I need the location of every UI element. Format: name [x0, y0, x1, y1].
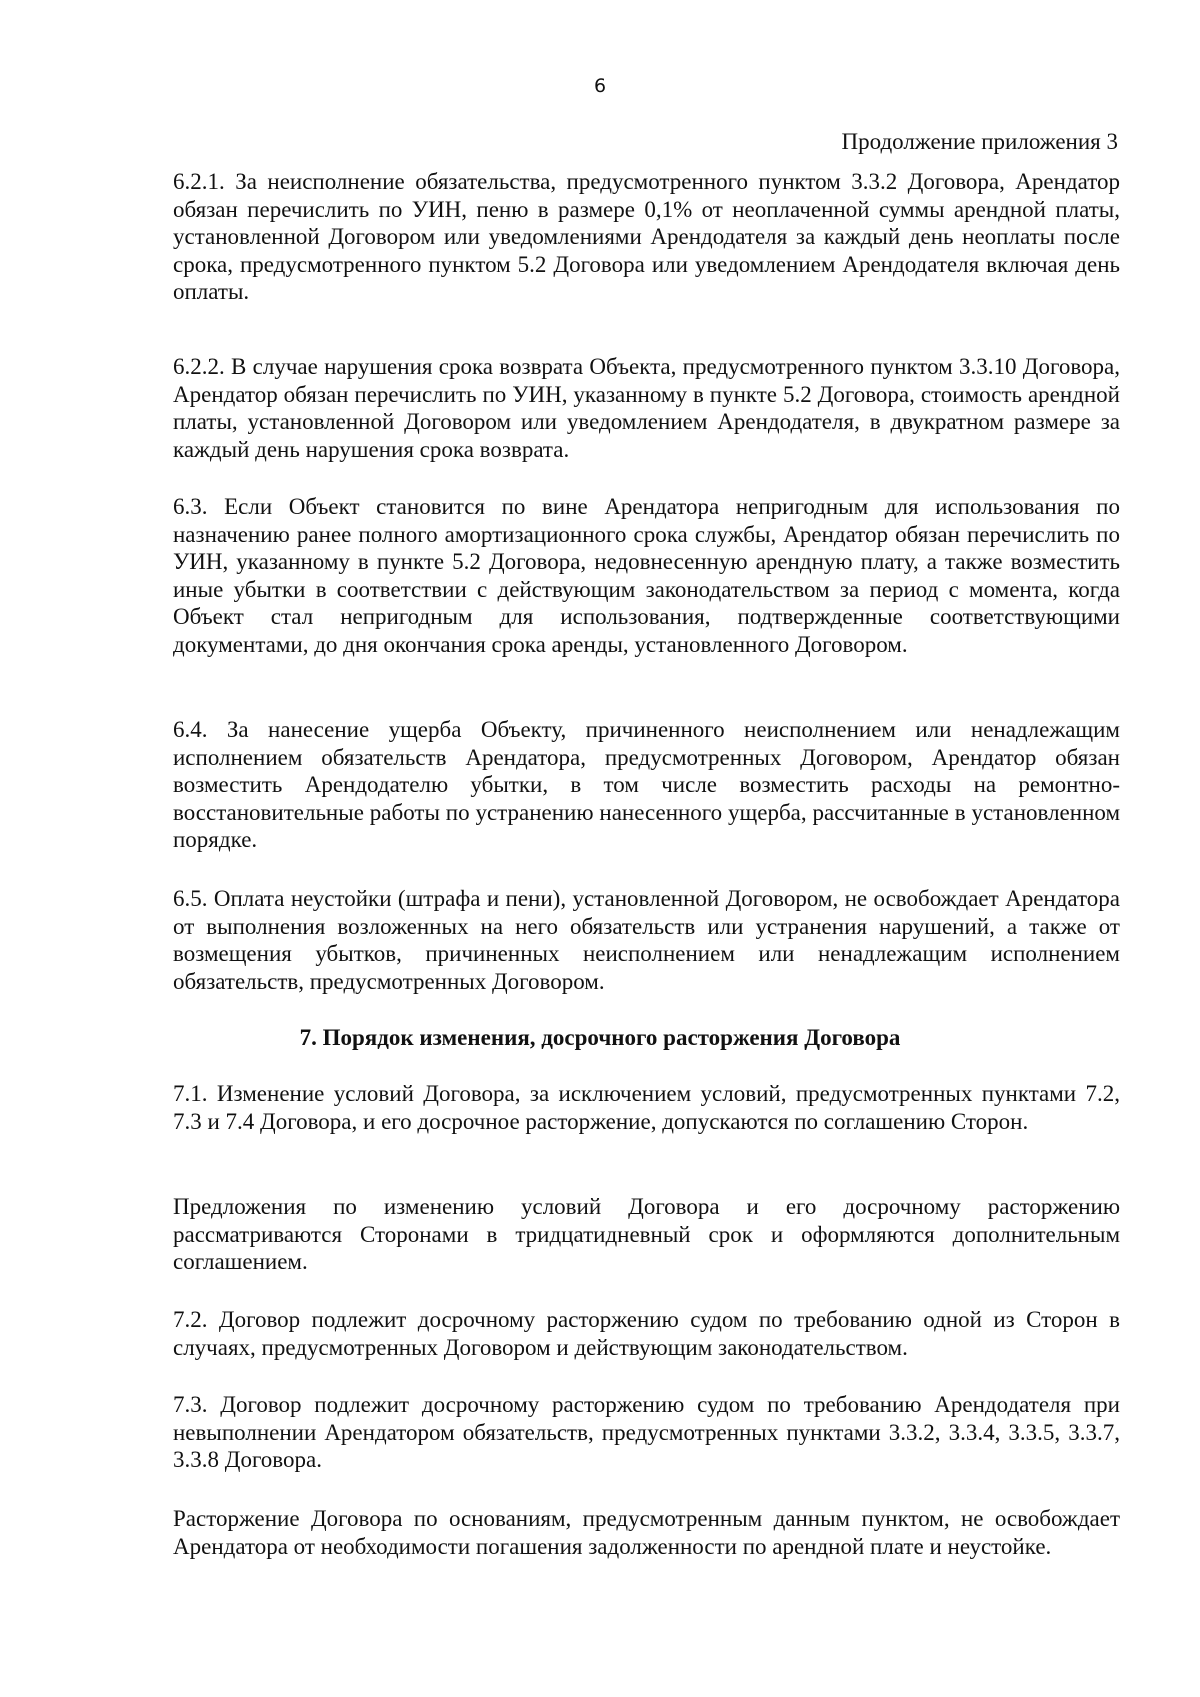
- paragraph-6-3: 6.3. Если Объект становится по вине Арендатора непригодным для использования по назначению ранее полного амортизационного срока службы, Арендатор обязан перечислить по УИН, указанному в пункте 5.2 Договора, недовнесенную арендную плату, а также возместить иные убытки в соответствии с действующим законодательством за период с момента, когда Объект стал непригодным для использования, подтвержденные соответствующими документами, до дня окончания срока аренды, установленного Договором.: [173, 494, 1120, 657]
- paragraph-6-4: 6.4. За нанесение ущерба Объекту, причиненного неисполнением или ненадлежащим исполнением обязательств Арендатора, предусмотренных Договором, Арендатор обязан возместить Арендодателю убытки, в том числе возместить расходы на ремонтно-восстановительные работы по устранению нанесенного ущерба, рассчитанные в установленном порядке.: [173, 717, 1120, 852]
- paragraph-7-2: 7.2. Договор подлежит досрочному расторжению судом по требованию одной из Сторон в случаях, предусмотренных Договором и действующим законодательством.: [173, 1307, 1120, 1360]
- paragraph-6-2-2: 6.2.2. В случае нарушения срока возврата Объекта, предусмотренного пунктом 3.3.10 Договора, Арендатор обязан перечислить по УИН, указанному в пункте 5.2 Договора, стоимость арендной платы, установленной Договором или уведомлением Арендодателя, в двукратном размере за каждый день нарушения срока возврата.: [173, 354, 1120, 462]
- section-7-title: 7. Порядок изменения, досрочного расторжения Договора: [299, 1025, 901, 1050]
- attachment-note: Продолжение приложения 3: [841, 129, 1118, 154]
- paragraph-7-3-b: Расторжение Договора по основаниям, предусмотренным данным пунктом, не освобождает Арендатора от необходимости погашения задолженности по арендной плате и неустойке.: [173, 1506, 1120, 1559]
- page-number: 6: [593, 75, 607, 97]
- paragraph-7-1: 7.1. Изменение условий Договора, за исключением условий, предусмотренных пунктами 7.2, 7.3 и 7.4 Договора, и его досрочное расторжение, допускаются по соглашению Сторон.: [173, 1081, 1120, 1134]
- paragraph-7-3: 7.3. Договор подлежит досрочному расторжению судом по требованию Арендодателя при невыполнении Арендатором обязательств, предусмотренных пунктами 3.3.2, 3.3.4, 3.3.5, 3.3.7, 3.3.8 Договора.: [173, 1392, 1120, 1472]
- paragraph-6-2-1: 6.2.1. За неисполнение обязательства, предусмотренного пунктом 3.3.2 Договора, Арендатор обязан перечислить по УИН, пеню в размере 0,1% от неоплаченной суммы арендной платы, установленной Договором или уведомлениями Арендодателя за каждый день неоплаты после срока, предусмотренного пунктом 5.2 Договора или уведомлением Арендодателя включая день оплаты.: [173, 169, 1120, 304]
- paragraph-6-5: 6.5. Оплата неустойки (штрафа и пени), установленной Договором, не освобождает Арендатора от выполнения возложенных на него обязательств или устранения нарушений, а также от возмещения убытков, причиненных неисполнением или ненадлежащим исполнением обязательств, предусмотренных Договором.: [173, 886, 1120, 994]
- paragraph-7-1-b: Предложения по изменению условий Договора и его досрочному расторжению рассматриваются Сторонами в тридцатидневный срок и оформляются дополнительным соглашением.: [173, 1194, 1120, 1274]
